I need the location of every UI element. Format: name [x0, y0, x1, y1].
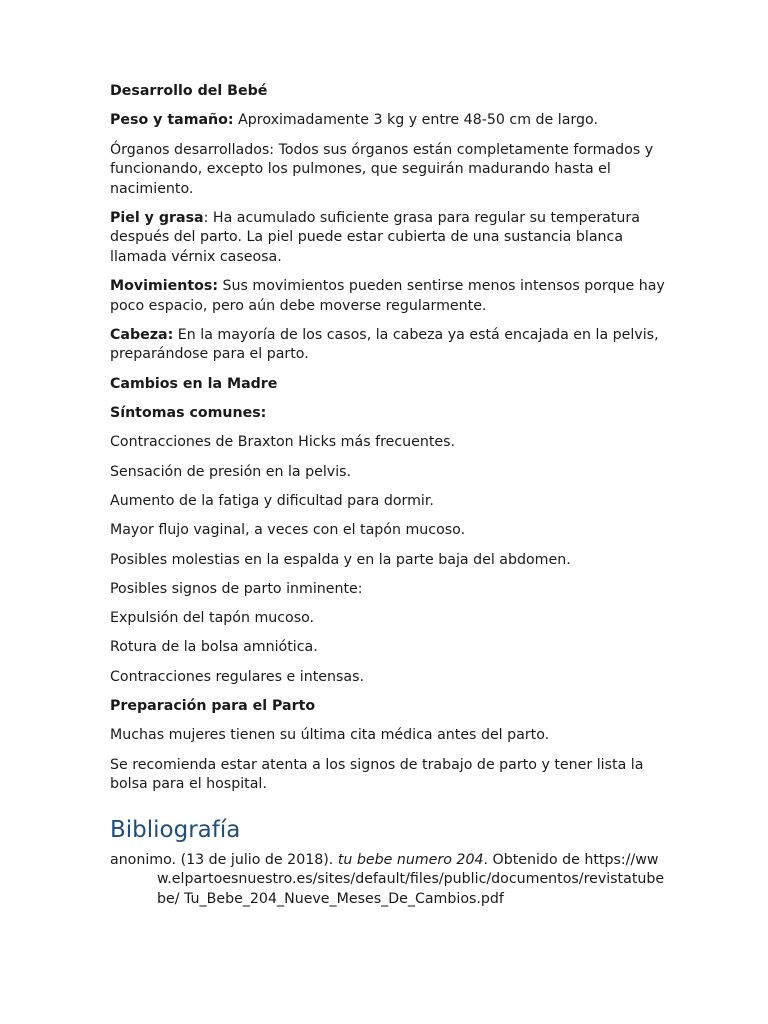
mother-section-heading: Cambios en la Madre — [110, 375, 278, 392]
movement-label: Movimientos: — [110, 278, 218, 295]
preparation-line: Muchas mujeres tienen su última cita médica antes del parto. — [110, 727, 550, 744]
sign-item: Contracciones regulares e intensas. — [110, 668, 364, 685]
symptom-item: Contracciones de Braxton Hicks más frecuentes. — [110, 434, 456, 451]
skin-label: Piel y grasa — [110, 209, 204, 226]
symptoms-heading: Síntomas comunes: — [110, 405, 267, 422]
weight-label: Peso y tamaño: — [110, 112, 234, 129]
head-label: Cabeza: — [110, 326, 174, 343]
symptom-item: Mayor flujo vaginal, a veces con el tapón mucoso. — [110, 522, 466, 539]
skin-text: : Ha acumulado suficiente grasa para regular su temperatura después del parto. La piel puede estar cubierta de una sustancia blanca llamada vérnix caseosa. — [110, 209, 640, 265]
symptom-item: Sensación de presión en la pelvis. — [110, 463, 352, 480]
symptom-item: Posibles molestias en la espalda y en la parte baja del abdomen. — [110, 551, 571, 568]
head-paragraph — [110, 326, 670, 365]
baby-section-heading: Desarrollo del Bebé — [110, 83, 268, 99]
bibliography-url: https://www.elpartoesnuestro.es/sites/default/files/public/documentos/revistatubebe/ Tu_Bebe_204_Nueve_Meses_De_Cambios.pdf — [157, 851, 665, 907]
document-page — [110, 82, 670, 909]
movement-text: Sus movimientos pueden sentirse menos intensos porque hay poco espacio, pero aún debe moverse regularmente. — [110, 278, 665, 314]
head-text: En la mayoría de los casos, la cabeza ya está encajada en la pelvis, preparándose para el parto. — [110, 326, 659, 363]
bibliography-prefix: anonimo. (13 de julio de 2018). — [110, 851, 338, 868]
signs-heading: Posibles signos de parto inminente: — [110, 580, 363, 597]
bibliography-title: tu bebe numero 204 — [337, 851, 484, 868]
bibliography-middle: . Obtenido de — [483, 851, 585, 868]
weight-text: Aproximadamente 3 kg y entre 48-50 cm de largo. — [233, 112, 598, 129]
sign-item: Rotura de la bolsa amniótica. — [110, 639, 318, 656]
preparation-line: Se recomienda estar atenta a los signos de trabajo de parto y tener lista la bolsa para el hospital. — [110, 756, 644, 793]
preparation-heading: Preparación para el Parto — [110, 698, 316, 715]
bibliography-heading: Bibliografía — [110, 816, 241, 843]
symptom-item: Aumento de la fatiga y dificultad para dormir. — [110, 492, 434, 509]
sign-item: Expulsión del tapón mucoso. — [110, 610, 315, 627]
movement-paragraph — [110, 277, 670, 316]
weight-paragraph — [110, 111, 670, 131]
organs-paragraph: Órganos desarrollados: Todos sus órganos están completamente formados y funcionando, excepto los pulmones, que seguirán madurando hasta el nacimiento. — [110, 141, 654, 197]
bibliography-entry — [110, 851, 670, 910]
skin-paragraph — [110, 209, 670, 268]
